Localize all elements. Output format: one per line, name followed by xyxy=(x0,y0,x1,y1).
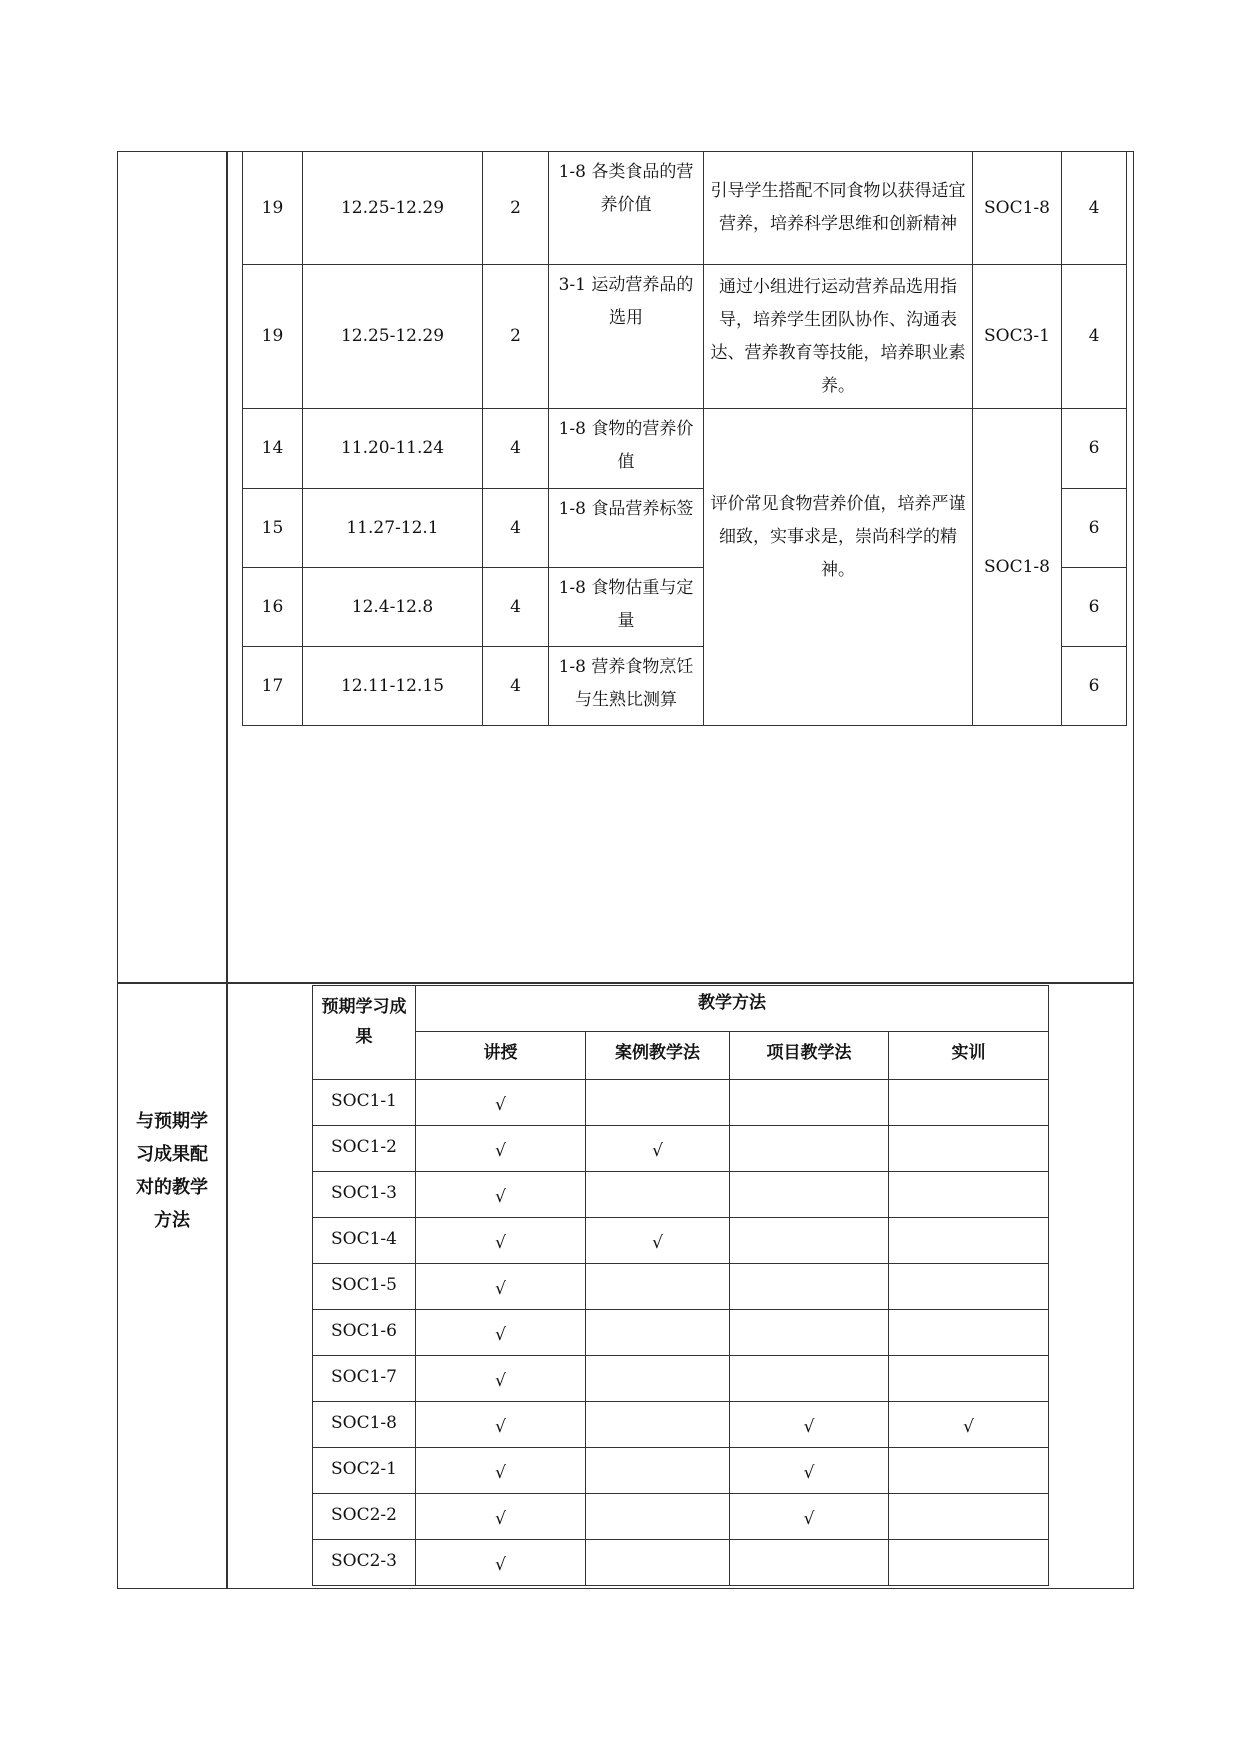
credits-cell: 6 xyxy=(1062,489,1127,568)
check-cell xyxy=(730,1126,889,1172)
week-cell: 14 xyxy=(243,409,303,489)
check-cell xyxy=(889,1356,1049,1402)
credits-cell: 6 xyxy=(1062,568,1127,647)
outcome-code: SOC1-1 xyxy=(313,1080,416,1126)
check-cell: √ xyxy=(416,1218,586,1264)
outcome-cell: SOC1-8 xyxy=(973,152,1062,265)
methods-mapping-table xyxy=(312,985,1049,1586)
table-row xyxy=(313,1310,1049,1356)
label-line: 方法 xyxy=(154,1210,190,1231)
check-cell xyxy=(730,1172,889,1218)
table-row xyxy=(313,1172,1049,1218)
dates-cell: 12.25-12.29 xyxy=(303,152,483,265)
check-cell xyxy=(889,1172,1049,1218)
check-cell: √ xyxy=(416,1126,586,1172)
outcome-code: SOC1-5 xyxy=(313,1264,416,1310)
check-cell xyxy=(586,1310,730,1356)
week-cell: 16 xyxy=(243,568,303,647)
credits-cell: 4 xyxy=(1062,265,1127,409)
check-cell: √ xyxy=(730,1448,889,1494)
check-cell xyxy=(586,1540,730,1586)
table-row xyxy=(313,1080,1049,1126)
topic-cell: 3-1 运动营养品的选用 xyxy=(549,265,704,409)
check-cell xyxy=(586,1402,730,1448)
check-cell: √ xyxy=(416,1402,586,1448)
header-outcome: 预期学习成果 xyxy=(313,986,416,1080)
table-row xyxy=(243,409,1127,489)
outcome-code: SOC2-1 xyxy=(313,1448,416,1494)
dates-cell: 12.4-12.8 xyxy=(303,568,483,647)
outcome-cell: SOC3-1 xyxy=(973,265,1062,409)
outcome-code: SOC2-3 xyxy=(313,1540,416,1586)
goal-cell: 引导学生搭配不同食物以获得适宜营养，培养科学思维和创新精神 xyxy=(704,152,973,265)
check-cell: √ xyxy=(416,1540,586,1586)
table-row xyxy=(243,265,1127,409)
outcome-code: SOC1-6 xyxy=(313,1310,416,1356)
credits-cell: 6 xyxy=(1062,409,1127,489)
header-method: 讲授 xyxy=(416,1032,586,1080)
outcome-code: SOC2-2 xyxy=(313,1494,416,1540)
check-cell xyxy=(586,1494,730,1540)
label-line: 对的教学 xyxy=(136,1177,208,1198)
hours-cell: 2 xyxy=(483,152,549,265)
check-cell xyxy=(889,1264,1049,1310)
table-row xyxy=(313,1494,1049,1540)
check-cell: √ xyxy=(586,1126,730,1172)
check-cell xyxy=(730,1080,889,1126)
hours-cell: 4 xyxy=(483,568,549,647)
check-cell xyxy=(889,1448,1049,1494)
week-cell: 19 xyxy=(243,265,303,409)
dates-cell: 11.20-11.24 xyxy=(303,409,483,489)
header-method: 案例教学法 xyxy=(586,1032,730,1080)
check-cell xyxy=(586,1080,730,1126)
dates-cell: 12.11-12.15 xyxy=(303,647,483,726)
section-label-teaching-methods xyxy=(117,1105,227,1237)
header-methods: 教学方法 xyxy=(416,986,1049,1032)
hours-cell: 2 xyxy=(483,265,549,409)
hours-cell: 4 xyxy=(483,409,549,489)
topic-cell: 1-8 食品营养标签 xyxy=(549,489,704,568)
topic-cell: 1-8 食物的营养价值 xyxy=(549,409,704,489)
week-cell: 19 xyxy=(243,152,303,265)
topic-cell: 1-8 营养食物烹饪与生熟比测算 xyxy=(549,647,704,726)
table-row xyxy=(313,1264,1049,1310)
dates-cell: 12.25-12.29 xyxy=(303,265,483,409)
check-cell xyxy=(889,1218,1049,1264)
table-row xyxy=(243,152,1127,265)
table-row xyxy=(313,1218,1049,1264)
check-cell xyxy=(730,1540,889,1586)
check-cell xyxy=(586,1264,730,1310)
check-cell xyxy=(586,1172,730,1218)
outcome-code: SOC1-7 xyxy=(313,1356,416,1402)
outcome-code: SOC1-3 xyxy=(313,1172,416,1218)
check-cell xyxy=(730,1218,889,1264)
hours-cell: 4 xyxy=(483,489,549,568)
outcome-code: SOC1-2 xyxy=(313,1126,416,1172)
check-cell xyxy=(889,1494,1049,1540)
check-cell: √ xyxy=(416,1310,586,1356)
outcome-code: SOC1-4 xyxy=(313,1218,416,1264)
table-row xyxy=(313,1356,1049,1402)
check-cell xyxy=(730,1310,889,1356)
check-cell xyxy=(889,1310,1049,1356)
outcome-cell: SOC1-8 xyxy=(973,409,1062,726)
check-cell: √ xyxy=(730,1494,889,1540)
week-cell: 15 xyxy=(243,489,303,568)
header-method: 实训 xyxy=(889,1032,1049,1080)
check-cell xyxy=(889,1080,1049,1126)
dates-cell: 11.27-12.1 xyxy=(303,489,483,568)
hours-cell: 4 xyxy=(483,647,549,726)
label-line: 习成果配 xyxy=(136,1144,208,1165)
credits-cell: 6 xyxy=(1062,647,1127,726)
week-cell: 17 xyxy=(243,647,303,726)
check-cell: √ xyxy=(416,1356,586,1402)
table-row xyxy=(313,1540,1049,1586)
check-cell xyxy=(586,1356,730,1402)
check-cell xyxy=(586,1448,730,1494)
check-cell xyxy=(889,1126,1049,1172)
column-divider xyxy=(226,151,228,1589)
check-cell: √ xyxy=(889,1402,1049,1448)
check-cell: √ xyxy=(416,1448,586,1494)
label-line: 与预期学 xyxy=(136,1111,208,1132)
check-cell: √ xyxy=(416,1172,586,1218)
check-cell: √ xyxy=(416,1264,586,1310)
check-cell: √ xyxy=(416,1080,586,1126)
topic-cell: 1-8 各类食品的营养价值 xyxy=(549,152,704,265)
check-cell xyxy=(889,1540,1049,1586)
goal-cell: 通过小组进行运动营养品选用指导，培养学生团队协作、沟通表达、营养教育等技能，培养职业素养。 xyxy=(704,265,973,409)
table-row xyxy=(313,1126,1049,1172)
schedule-table xyxy=(242,151,1127,726)
check-cell xyxy=(730,1356,889,1402)
check-cell xyxy=(730,1264,889,1310)
row-divider xyxy=(117,982,1134,984)
check-cell: √ xyxy=(416,1494,586,1540)
check-cell: √ xyxy=(730,1402,889,1448)
header-method: 项目教学法 xyxy=(730,1032,889,1080)
outcome-code: SOC1-8 xyxy=(313,1402,416,1448)
topic-cell: 1-8 食物估重与定量 xyxy=(549,568,704,647)
check-cell: √ xyxy=(586,1218,730,1264)
table-row xyxy=(313,1448,1049,1494)
goal-cell: 评价常见食物营养价值，培养严谨细致，实事求是，崇尚科学的精神。 xyxy=(704,409,973,726)
credits-cell: 4 xyxy=(1062,152,1127,265)
table-row xyxy=(313,1402,1049,1448)
